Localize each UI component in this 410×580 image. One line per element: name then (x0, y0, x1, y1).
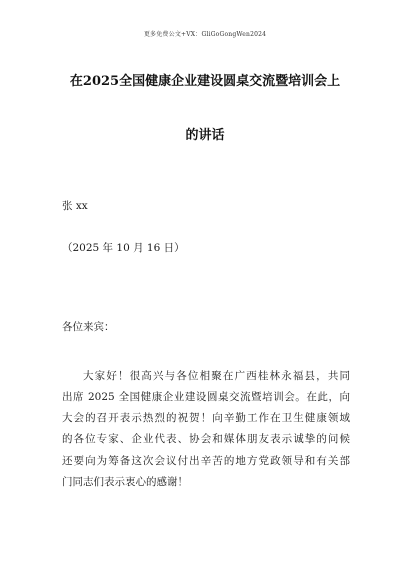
body-paragraph-line: 门同志们表示衷心的感谢！ (62, 476, 188, 488)
body-paragraph-line: 大家好！很高兴与各位相聚在广西桂林永福县，共同 (83, 370, 350, 382)
salutation: 各位来宾： (62, 321, 115, 333)
speech-date: （2025 年 10 月 16 日） (62, 242, 185, 254)
header-note: 更多免费公文+VX：GliGoGongWen2024 (143, 31, 267, 38)
body-paragraph-line: 出席 2025 全国健康企业建设圆桌交流暨培训会。在此，向 (62, 391, 350, 403)
document-title-line-2: 的讲话 (185, 128, 225, 143)
document-title-line-1: 在2025全国健康企业建设圆桌交流暨培训会上 (69, 74, 341, 89)
body-paragraph-line: 大会的召开表示热烈的祝贺！向辛勤工作在卫生健康领域 (62, 412, 350, 424)
body-paragraph-line: 的各位专家、企业代表、协会和媒体朋友表示诚挚的问候 (62, 433, 350, 445)
author-name: 张 xx (62, 200, 88, 212)
body-paragraph-line: 还要向为筹备这次会议付出辛苦的地方党政领导和有关部 (62, 455, 350, 467)
